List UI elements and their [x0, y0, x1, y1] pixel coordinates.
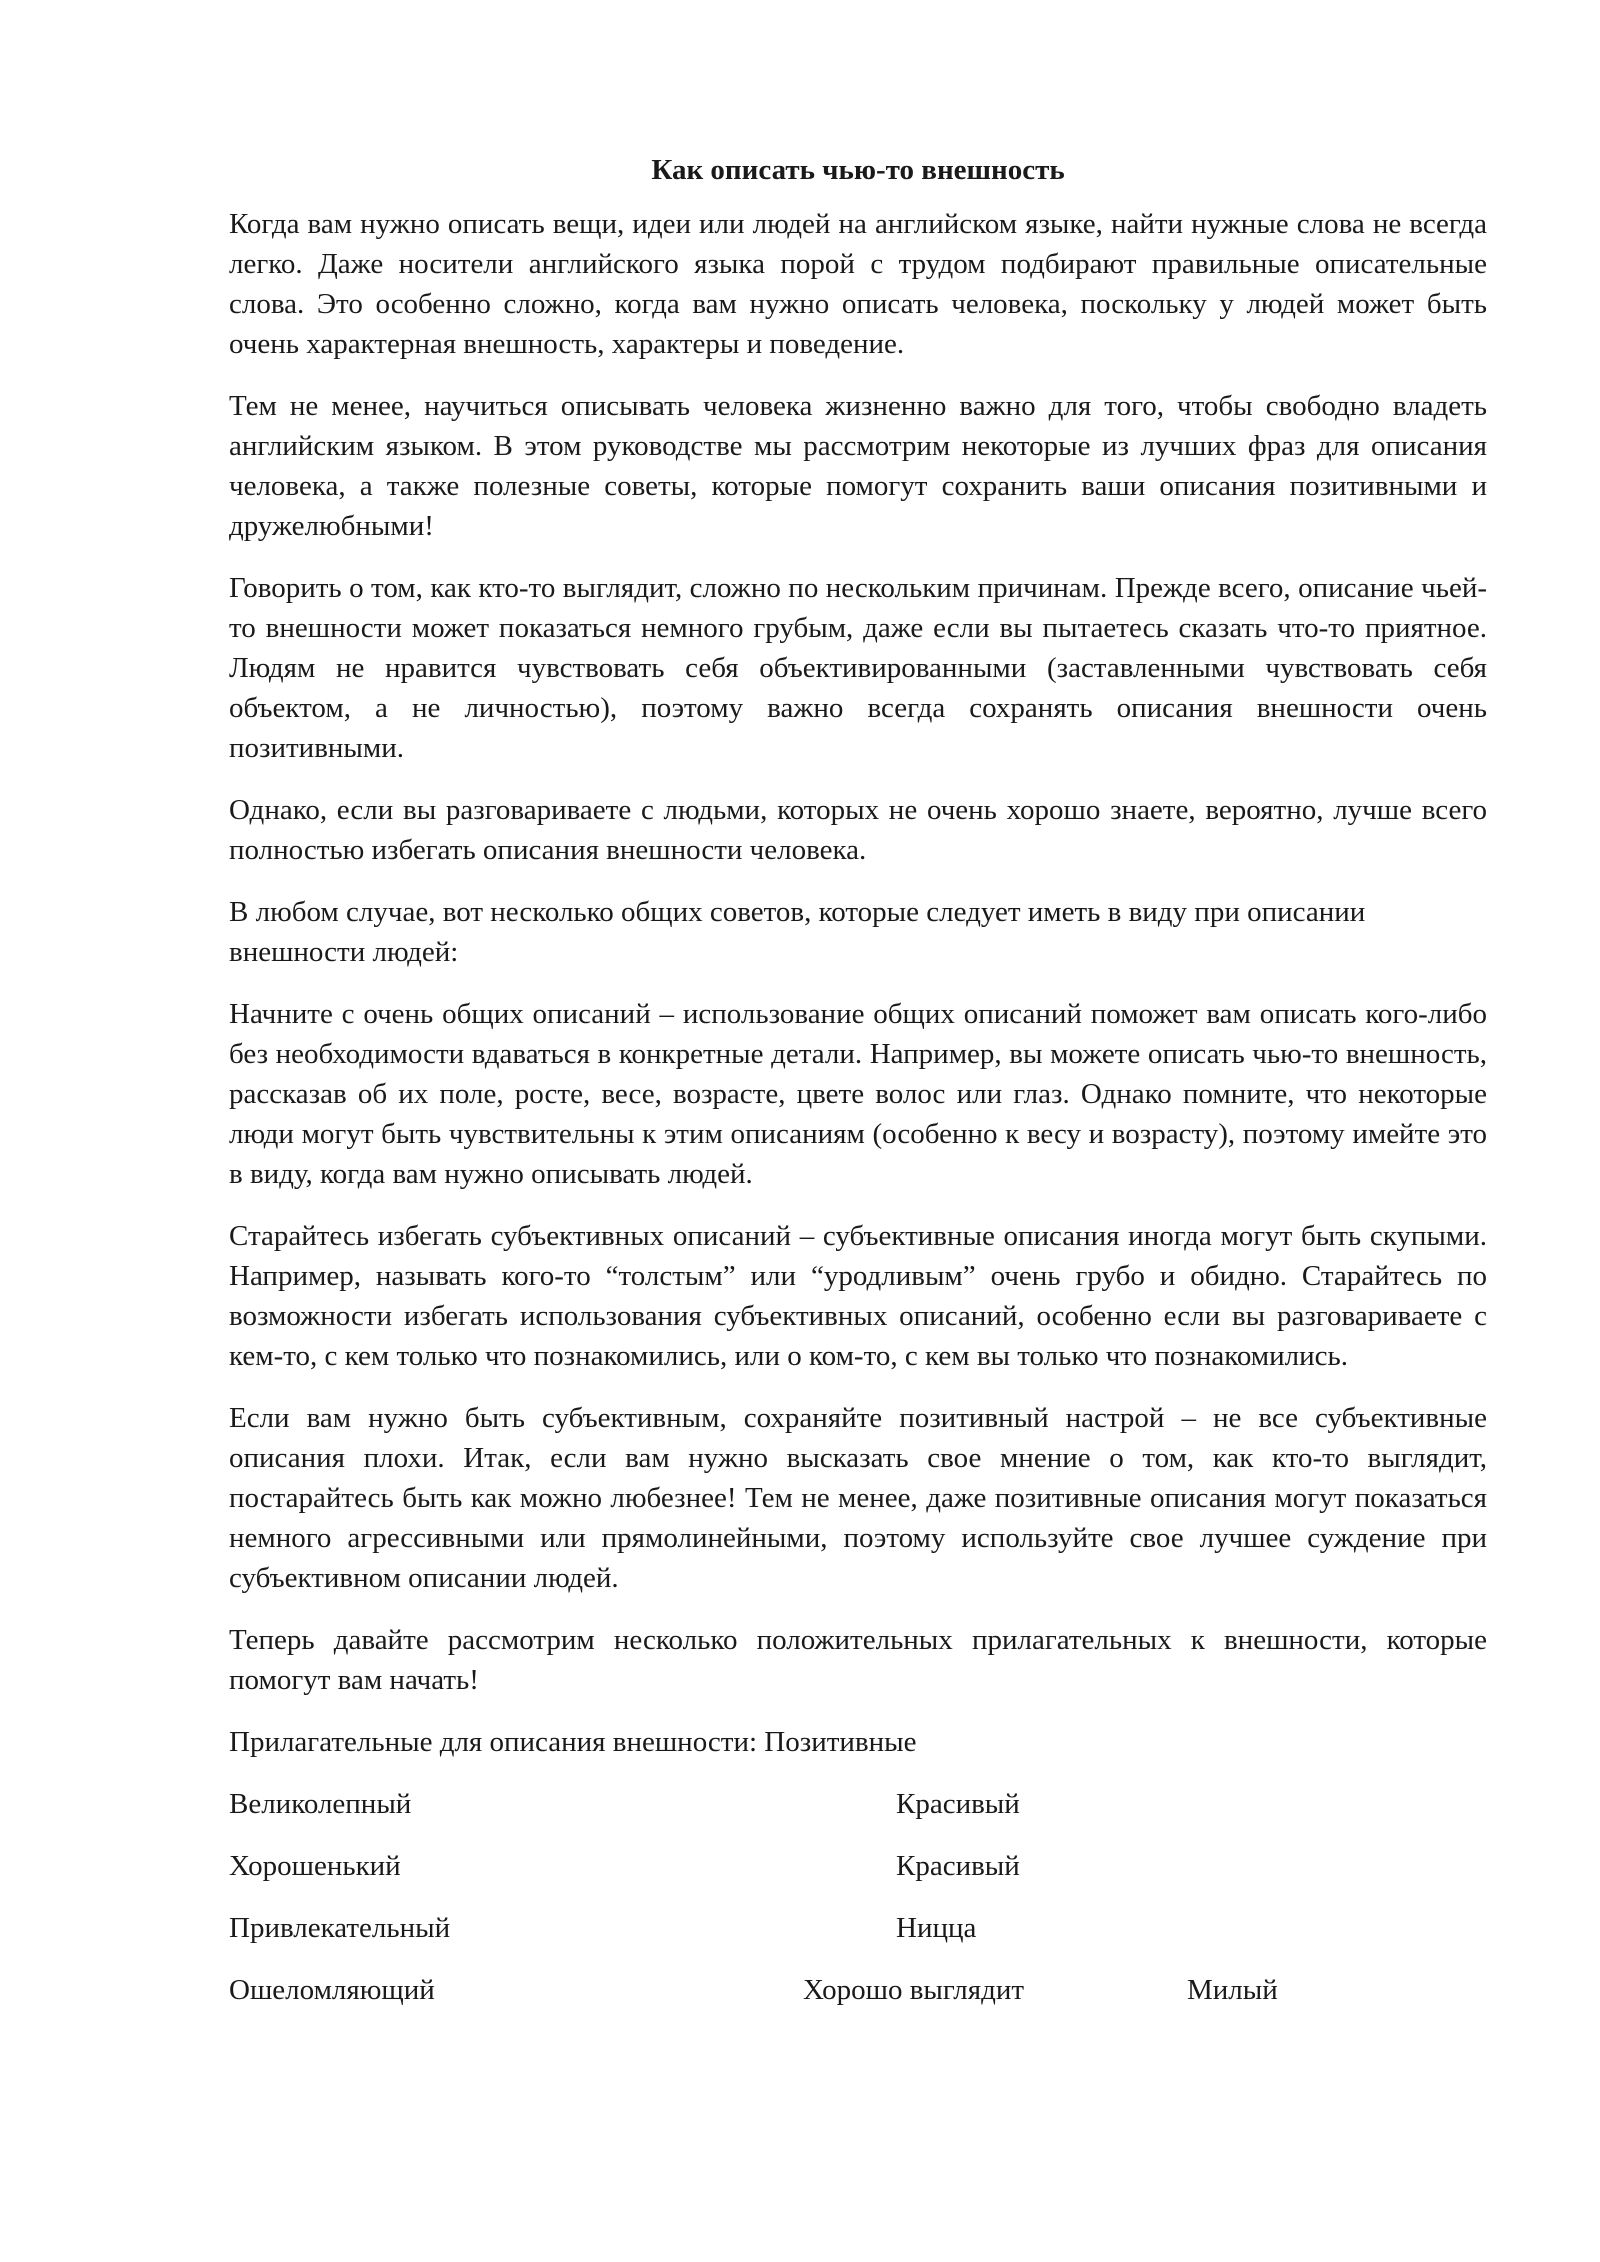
adjectives-heading: Прилагательные для описания внешности: Позитивные: [229, 1726, 917, 1758]
adjective-row: [229, 1846, 1487, 1908]
paragraph-5: В любом случае, вот несколько общих советов, которые следует иметь в виду при описании внешности людей:: [229, 896, 1366, 968]
adjective-row: [229, 1970, 1487, 2032]
document-title: Как описать чью-то внешность: [651, 154, 1065, 186]
adjective-item: Красивый: [896, 1788, 1020, 1820]
paragraph-6: Начните с очень общих описаний – использование общих описаний поможет вам описать кого-либо без необходимости вдаваться в конкретные детали. Например, вы можете описать чью-то внешность, рассказав об их поле, росте, весе, возрасте, цвете волос или глаз. Однако помните, что некоторые люди могут быть чувствительны к этим описаниям (особенно к весу и возрасту), поэтому имейте это в виду, когда вам нужно описывать людей.: [229, 998, 1487, 1190]
paragraph-1: Когда вам нужно описать вещи, идеи или людей на английском языке, найти нужные слова не всегда легко. Даже носители английского языка порой с трудом подбирают правильные описательные слова. Это особенно сложно, когда вам нужно описать человека, поскольку у людей может быть очень характерная внешность, характеры и поведение.: [229, 208, 1487, 360]
paragraph-4: Однако, если вы разговариваете с людьми, которых не очень хорошо знаете, вероятно, лучше всего полностью избегать описания внешности человека.: [229, 794, 1487, 866]
adjective-item: Хорошо выглядит: [803, 1974, 1025, 2006]
adjective-item: Красивый: [896, 1850, 1020, 1882]
adjective-item: Великолепный: [229, 1788, 412, 1820]
paragraph-3: Говорить о том, как кто-то выглядит, сложно по нескольким причинам. Прежде всего, описание чьей-то внешности может показаться немного грубым, даже если вы пытаетесь сказать что-то приятное. Людям не нравится чувствовать себя объективированными (заставленными чувствовать себя объектом, а не личностью), поэтому важно всегда сохранять описания внешности очень позитивными.: [229, 572, 1487, 764]
paragraph-8: Если вам нужно быть субъективным, сохраняйте позитивный настрой – не все субъективные описания плохи. Итак, если вам нужно высказать свое мнение о том, как кто-то выглядит, постарайтесь быть как можно любезнее! Тем не менее, даже позитивные описания могут показаться немного агрессивными или прямолинейными, поэтому используйте свое лучшее суждение при субъективном описании людей.: [229, 1402, 1487, 1594]
adjective-item: Милый: [1187, 1974, 1278, 2006]
paragraph-9: Теперь давайте рассмотрим несколько положительных прилагательных к внешности, которые помогут вам начать!: [229, 1624, 1487, 1696]
adjective-item: Хорошенький: [229, 1850, 401, 1882]
adjective-item: Ницца: [896, 1912, 977, 1944]
document-page: [229, 150, 1487, 2032]
paragraph-2: Тем не менее, научиться описывать человека жизненно важно для того, чтобы свободно владеть английским языком. В этом руководстве мы рассмотрим некоторые из лучших фраз для описания человека, а также полезные советы, которые помогут сохранить ваши описания позитивными и дружелюбными!: [229, 390, 1487, 542]
adjective-item: Ошеломляющий: [229, 1974, 435, 2006]
adjective-item: Привлекательный: [229, 1912, 451, 1944]
adjective-row: [229, 1784, 1487, 1846]
adjectives-list: [229, 1784, 1487, 2032]
paragraph-7: Старайтесь избегать субъективных описаний – субъективные описания иногда могут быть скупыми. Например, называть кого-то “толстым” или “уродливым” очень грубо и обидно. Старайтесь по возможности избегать использования субъективных описаний, особенно если вы разговариваете с кем-то, с кем только что познакомились, или о ком-то, с кем вы только что познакомились.: [229, 1220, 1487, 1372]
adjective-row: [229, 1908, 1487, 1970]
